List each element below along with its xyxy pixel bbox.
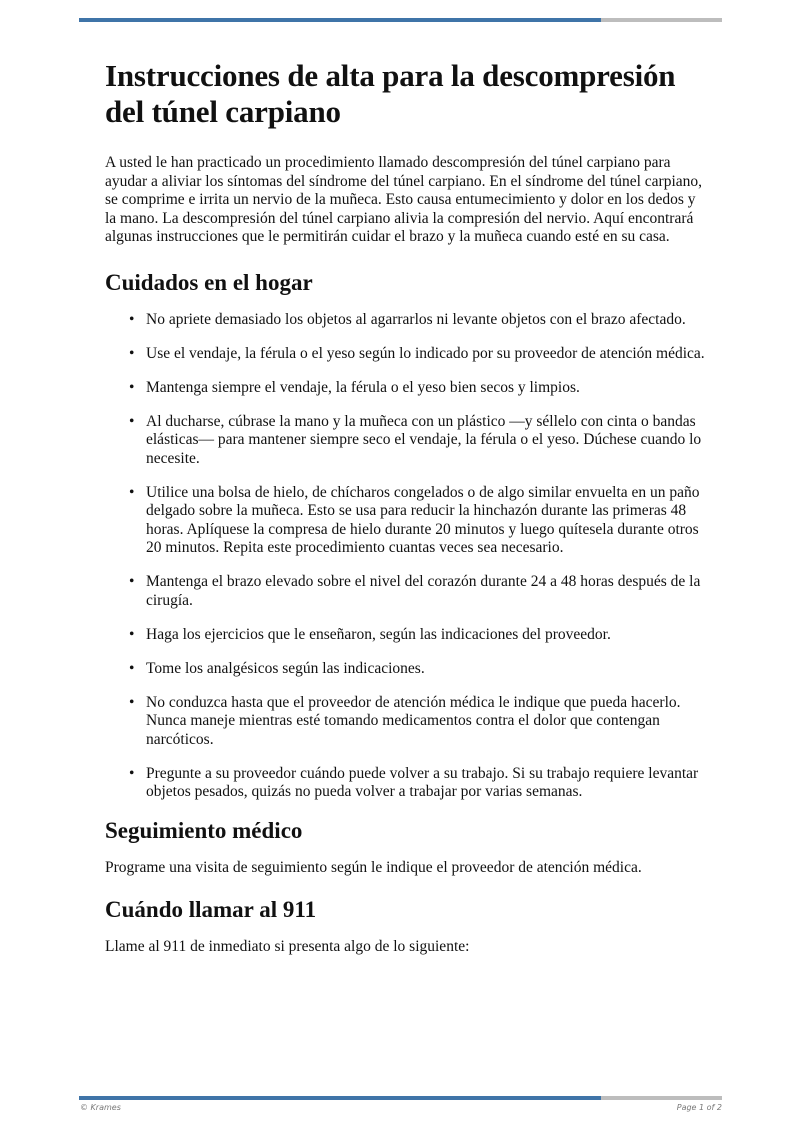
home-care-list	[105, 311, 705, 802]
list-item: • Pregunte a su proveedor cuándo puede volver a su trabajo. Si su trabajo requiere levantar objetos pesados, quizás no pueda volver a trabajar por varias semanas.	[129, 764, 699, 800]
intro-paragraph: A usted le han practicado un procedimiento llamado descompresión del túnel carpiano para ayudar a aliviar los síntomas del síndrome del túnel carpiano. En el síndrome del túnel carpiano, se comprime e irrita un nervio de la muñeca. Esto causa entumecimiento y dolor en los dedos y la mano. La descompresión del túnel carpiano alivia la compresión del nervio. Aquí encontrará algunas instrucciones que le permitirán cuidar el brazo y la muñeca cuando esté en su casa.	[105, 154, 702, 245]
section-heading-follow-up: Seguimiento médico	[105, 818, 303, 843]
call-911-paragraph: Llame al 911 de inmediato si presenta algo de lo siguiente:	[105, 937, 470, 955]
list-item: • No apriete demasiado los objetos al agarrarlos ni levante objetos con el brazo afectado.	[129, 310, 686, 328]
bullet-icon: •	[129, 378, 135, 396]
header-rule-gray	[601, 18, 722, 22]
list-item: • Utilice una bolsa de hielo, de chícharos congelados o de algo similar envuelta en un paño delgado sobre la muñeca. Esto se usa para reducir la hinchazón durante las primeras 48 horas. Aplíquese la compresa de hielo durante 20 minutos y luego quítesela durante otros 20 minutos. Repita este procedimiento cuantas veces sea necesario.	[129, 483, 700, 556]
page-title: Instrucciones de alta para la descompresión del túnel carpiano	[105, 58, 676, 129]
list-item: • No conduzca hasta que el proveedor de atención médica le indique que pueda hacerlo. Nunca maneje mientras esté tomando medicamentos contra el dolor que contengan narcóticos.	[129, 693, 681, 748]
bullet-icon: •	[129, 625, 135, 643]
bullet-icon: •	[129, 412, 135, 430]
footer-rule-gray	[601, 1096, 722, 1100]
bullet-icon: •	[129, 310, 135, 328]
footer-page-number: Page 1 of 2	[676, 1103, 722, 1112]
bullet-icon: •	[129, 764, 135, 782]
section-heading-home-care: Cuidados en el hogar	[105, 269, 313, 295]
list-item: • Use el vendaje, la férula o el yeso según lo indicado por su proveedor de atención médica.	[129, 344, 705, 362]
follow-up-paragraph: Programe una visita de seguimiento según le indique el proveedor de atención médica.	[105, 859, 642, 876]
document-body	[105, 58, 705, 956]
list-item: • Al ducharse, cúbrase la mano y la muñeca con un plástico —y séllelo con cinta o bandas elásticas— para mantener siempre seco el vendaje, la férula o el yeso. Dúchese cuando lo necesite.	[129, 412, 702, 467]
list-item: • Mantenga siempre el vendaje, la férula o el yeso bien secos y limpios.	[129, 378, 580, 396]
list-item: • Mantenga el brazo elevado sobre el nivel del corazón durante 24 a 48 horas después de la cirugía.	[129, 573, 701, 609]
list-item: • Tome los analgésicos según las indicaciones.	[129, 659, 425, 677]
header-rule-blue	[79, 18, 601, 22]
bullet-icon: •	[129, 693, 135, 711]
list-item: • Haga los ejercicios que le enseñaron, según las indicaciones del proveedor.	[129, 625, 611, 643]
bullet-icon: •	[129, 659, 135, 677]
bullet-icon: •	[129, 573, 135, 590]
section-heading-call-911: Cuándo llamar al 911	[105, 896, 317, 922]
bullet-icon: •	[129, 483, 135, 501]
footer-rule	[79, 1096, 722, 1100]
footer-copyright: © Krames	[80, 1103, 121, 1112]
bullet-icon: •	[129, 344, 135, 362]
header-rule	[79, 18, 722, 22]
footer-rule-blue	[79, 1096, 601, 1100]
